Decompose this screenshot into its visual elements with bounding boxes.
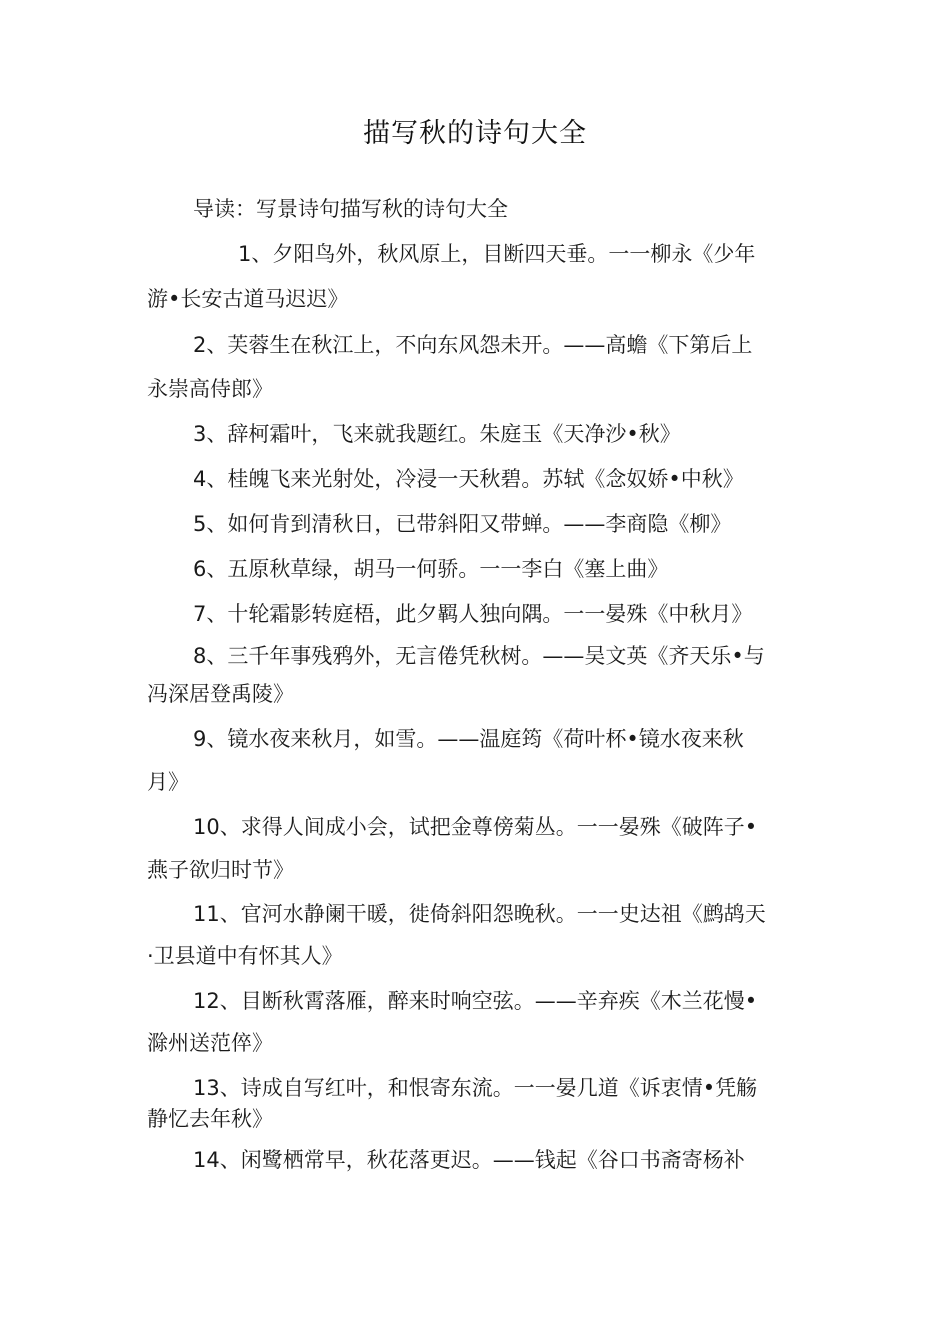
poem-line-13-cont: 静忆去年秋》	[147, 1107, 273, 1131]
poem-line-9: 9、镜水夜来秋月，如雪。——温庭筠《荷叶杯•镜水夜来秋	[193, 727, 744, 751]
poem-line-2-cont: 永崇高侍郎》	[147, 377, 273, 401]
poem-line-10-cont: 燕子欲归时节》	[147, 858, 294, 882]
poem-line-5: 5、如何肯到清秋日，已带斜阳又带蝉。——李商隐《柳》	[193, 512, 732, 536]
poem-line-6: 6、五原秋草绿，胡马一何骄。一一李白《塞上曲》	[193, 557, 669, 581]
poem-line-9-cont: 月》	[147, 770, 189, 794]
poem-line-2: 2、芙蓉生在秋江上，不向东风怨未开。——高蟾《下第后上	[193, 333, 753, 357]
poem-line-7: 7、十轮霜影转庭梧，此夕羁人独向隅。一一晏殊《中秋月》	[193, 602, 753, 626]
poem-line-11-cont: ·卫县道中有怀其人》	[147, 944, 343, 968]
poem-line-8: 8、三千年事残鸦外，无言倦凭秋树。——吴文英《齐天乐•与	[193, 644, 765, 668]
poem-line-1: 1、夕阳鸟外，秋风原上，目断四天垂。一一柳永《少年	[238, 242, 756, 266]
poem-line-12: 12、目断秋霄落雁，醉来时响空弦。——辛弃疾《木兰花慢•	[193, 989, 758, 1013]
poem-line-12-cont: 滁州送范倅》	[147, 1031, 273, 1055]
poem-line-4: 4、桂魄飞来光射处，冷浸一天秋碧。苏轼《念奴娇•中秋》	[193, 467, 744, 491]
intro-line: 导读：写景诗句描写秋的诗句大全	[193, 197, 508, 221]
poem-line-1-cont: 游•长安古道马迟迟》	[147, 287, 349, 311]
poem-line-3: 3、辞柯霜叶，飞来就我题红。朱庭玉《天净沙•秋》	[193, 422, 681, 446]
document-title: 描写秋的诗句大全	[363, 118, 587, 149]
poem-line-8-cont: 冯深居登禹陵》	[147, 682, 294, 706]
poem-line-13: 13、诗成自写红叶，和恨寄东流。一一晏几道《诉衷情•凭觞	[193, 1076, 758, 1100]
poem-line-11: 11、官河水静阑干暖，徙倚斜阳怨晚秋。一一史达祖《鹧鸪天	[193, 902, 766, 926]
poem-line-14: 14、闲鹭栖常早，秋花落更迟。——钱起《谷口书斋寄杨补	[193, 1148, 745, 1172]
poem-line-10: 10、求得人间成小会，试把金尊傍菊丛。一一晏殊《破阵子•	[193, 815, 758, 839]
